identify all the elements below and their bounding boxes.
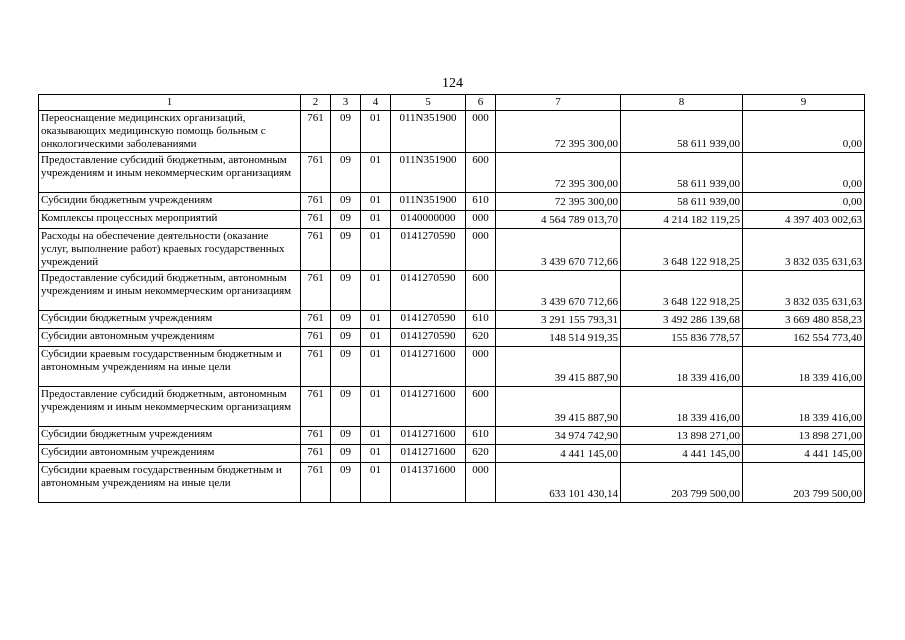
amount-year1-cell: 3 439 670 712,66 — [496, 229, 621, 271]
grbs-code-cell: 761 — [301, 211, 331, 229]
table-row — [39, 311, 865, 329]
section-code-cell: 09 — [331, 271, 361, 311]
column-header-7: 7 — [496, 95, 621, 111]
amount-year2-cell: 13 898 271,00 — [621, 427, 743, 445]
expense-name-cell: Субсидии бюджетным учреждениям — [39, 193, 301, 211]
expense-name-cell: Переоснащение медицинских организаций, оказывающих медицинскую помощь больным с онкологическими заболеваниями — [39, 111, 301, 153]
expense-type-cell: 610 — [466, 193, 496, 211]
subsection-code-cell: 01 — [361, 427, 391, 445]
target-article-cell: 011N351900 — [391, 193, 466, 211]
grbs-code-cell: 761 — [301, 463, 331, 503]
grbs-code-cell: 761 — [301, 193, 331, 211]
section-code-cell: 09 — [331, 445, 361, 463]
section-code-cell: 09 — [331, 153, 361, 193]
amount-year1-cell: 148 514 919,35 — [496, 329, 621, 347]
grbs-code-cell: 761 — [301, 445, 331, 463]
subsection-code-cell: 01 — [361, 445, 391, 463]
amount-year3-cell: 203 799 500,00 — [743, 463, 865, 503]
amount-year3-cell: 13 898 271,00 — [743, 427, 865, 445]
amount-year3-cell: 162 554 773,40 — [743, 329, 865, 347]
amount-year3-cell: 3 832 035 631,63 — [743, 271, 865, 311]
expense-type-cell: 600 — [466, 153, 496, 193]
expense-type-cell: 610 — [466, 311, 496, 329]
subsection-code-cell: 01 — [361, 193, 391, 211]
expense-type-cell: 000 — [466, 463, 496, 503]
amount-year1-cell: 4 564 789 013,70 — [496, 211, 621, 229]
grbs-code-cell: 761 — [301, 387, 331, 427]
subsection-code-cell: 01 — [361, 271, 391, 311]
grbs-code-cell: 761 — [301, 311, 331, 329]
table-row — [39, 387, 865, 427]
section-code-cell: 09 — [331, 193, 361, 211]
subsection-code-cell: 01 — [361, 347, 391, 387]
amount-year2-cell: 3 648 122 918,25 — [621, 271, 743, 311]
subsection-code-cell: 01 — [361, 211, 391, 229]
amount-year3-cell: 0,00 — [743, 153, 865, 193]
column-header-5: 5 — [391, 95, 466, 111]
table-row — [39, 111, 865, 153]
column-header-6: 6 — [466, 95, 496, 111]
column-header-9: 9 — [743, 95, 865, 111]
amount-year1-cell: 72 395 300,00 — [496, 111, 621, 153]
column-header-1: 1 — [39, 95, 301, 111]
grbs-code-cell: 761 — [301, 229, 331, 271]
table-row — [39, 427, 865, 445]
expense-name-cell: Субсидии автономным учреждениям — [39, 329, 301, 347]
expense-name-cell: Расходы на обеспечение деятельности (оказание услуг, выполнение работ) краевых государственных учреждений — [39, 229, 301, 271]
section-code-cell: 09 — [331, 427, 361, 445]
amount-year1-cell: 34 974 742,90 — [496, 427, 621, 445]
expense-type-cell: 620 — [466, 329, 496, 347]
target-article-cell: 0141270590 — [391, 271, 466, 311]
expense-type-cell: 000 — [466, 211, 496, 229]
amount-year1-cell: 4 441 145,00 — [496, 445, 621, 463]
amount-year2-cell: 203 799 500,00 — [621, 463, 743, 503]
target-article-cell: 0141271600 — [391, 445, 466, 463]
expense-name-cell: Субсидии краевым государственным бюджетным и автономным учреждениям на иные цели — [39, 347, 301, 387]
column-header-4: 4 — [361, 95, 391, 111]
grbs-code-cell: 761 — [301, 111, 331, 153]
target-article-cell: 0141271600 — [391, 387, 466, 427]
subsection-code-cell: 01 — [361, 329, 391, 347]
amount-year2-cell: 58 611 939,00 — [621, 193, 743, 211]
subsection-code-cell: 01 — [361, 153, 391, 193]
table-row — [39, 271, 865, 311]
amount-year3-cell: 3 832 035 631,63 — [743, 229, 865, 271]
expense-type-cell: 620 — [466, 445, 496, 463]
section-code-cell: 09 — [331, 329, 361, 347]
section-code-cell: 09 — [331, 111, 361, 153]
amount-year3-cell: 4 441 145,00 — [743, 445, 865, 463]
expense-name-cell: Субсидии бюджетным учреждениям — [39, 427, 301, 445]
column-header-2: 2 — [301, 95, 331, 111]
amount-year3-cell: 3 669 480 858,23 — [743, 311, 865, 329]
amount-year3-cell: 18 339 416,00 — [743, 387, 865, 427]
expense-name-cell: Предоставление субсидий бюджетным, автономным учреждениям и иным некоммерческим организациям — [39, 153, 301, 193]
amount-year1-cell: 72 395 300,00 — [496, 193, 621, 211]
target-article-cell: 0141270590 — [391, 329, 466, 347]
budget-table — [38, 94, 865, 503]
amount-year1-cell: 72 395 300,00 — [496, 153, 621, 193]
subsection-code-cell: 01 — [361, 111, 391, 153]
amount-year2-cell: 3 492 286 139,68 — [621, 311, 743, 329]
expense-type-cell: 000 — [466, 229, 496, 271]
table-row — [39, 347, 865, 387]
amount-year3-cell: 4 397 403 002,63 — [743, 211, 865, 229]
table-row — [39, 211, 865, 229]
subsection-code-cell: 01 — [361, 311, 391, 329]
amount-year2-cell: 4 214 182 119,25 — [621, 211, 743, 229]
expense-type-cell: 600 — [466, 387, 496, 427]
amount-year2-cell: 155 836 778,57 — [621, 329, 743, 347]
amount-year2-cell: 58 611 939,00 — [621, 153, 743, 193]
expense-name-cell: Предоставление субсидий бюджетным, автономным учреждениям и иным некоммерческим организациям — [39, 271, 301, 311]
target-article-cell: 0141271600 — [391, 347, 466, 387]
table-row — [39, 463, 865, 503]
expense-type-cell: 600 — [466, 271, 496, 311]
section-code-cell: 09 — [331, 347, 361, 387]
table-row — [39, 193, 865, 211]
column-header-8: 8 — [621, 95, 743, 111]
section-code-cell: 09 — [331, 311, 361, 329]
expense-name-cell: Субсидии бюджетным учреждениям — [39, 311, 301, 329]
amount-year2-cell: 58 611 939,00 — [621, 111, 743, 153]
section-code-cell: 09 — [331, 463, 361, 503]
amount-year3-cell: 0,00 — [743, 111, 865, 153]
expense-type-cell: 000 — [466, 347, 496, 387]
expense-name-cell: Комплексы процессных мероприятий — [39, 211, 301, 229]
expense-name-cell: Субсидии краевым государственным бюджетным и автономным учреждениям на иные цели — [39, 463, 301, 503]
target-article-cell: 011N351900 — [391, 111, 466, 153]
amount-year2-cell: 18 339 416,00 — [621, 387, 743, 427]
amount-year1-cell: 633 101 430,14 — [496, 463, 621, 503]
amount-year2-cell: 4 441 145,00 — [621, 445, 743, 463]
page-number: 124 — [442, 76, 463, 91]
amount-year3-cell: 18 339 416,00 — [743, 347, 865, 387]
amount-year2-cell: 3 648 122 918,25 — [621, 229, 743, 271]
amount-year3-cell: 0,00 — [743, 193, 865, 211]
table-body — [39, 111, 865, 503]
grbs-code-cell: 761 — [301, 153, 331, 193]
section-code-cell: 09 — [331, 211, 361, 229]
expense-type-cell: 000 — [466, 111, 496, 153]
table-row — [39, 153, 865, 193]
grbs-code-cell: 761 — [301, 329, 331, 347]
section-code-cell: 09 — [331, 387, 361, 427]
table-row — [39, 329, 865, 347]
subsection-code-cell: 01 — [361, 387, 391, 427]
section-code-cell: 09 — [331, 229, 361, 271]
table-header-row — [39, 95, 865, 111]
target-article-cell: 0141371600 — [391, 463, 466, 503]
table-row — [39, 229, 865, 271]
column-header-3: 3 — [331, 95, 361, 111]
amount-year1-cell: 39 415 887,90 — [496, 347, 621, 387]
amount-year1-cell: 39 415 887,90 — [496, 387, 621, 427]
grbs-code-cell: 761 — [301, 427, 331, 445]
expense-name-cell: Субсидии автономным учреждениям — [39, 445, 301, 463]
grbs-code-cell: 761 — [301, 347, 331, 387]
amount-year1-cell: 3 439 670 712,66 — [496, 271, 621, 311]
amount-year1-cell: 3 291 155 793,31 — [496, 311, 621, 329]
target-article-cell: 0141271600 — [391, 427, 466, 445]
expense-type-cell: 610 — [466, 427, 496, 445]
subsection-code-cell: 01 — [361, 463, 391, 503]
grbs-code-cell: 761 — [301, 271, 331, 311]
target-article-cell: 0141270590 — [391, 311, 466, 329]
expense-name-cell: Предоставление субсидий бюджетным, автономным учреждениям и иным некоммерческим организациям — [39, 387, 301, 427]
amount-year2-cell: 18 339 416,00 — [621, 347, 743, 387]
target-article-cell: 011N351900 — [391, 153, 466, 193]
target-article-cell: 0140000000 — [391, 211, 466, 229]
subsection-code-cell: 01 — [361, 229, 391, 271]
target-article-cell: 0141270590 — [391, 229, 466, 271]
table-row — [39, 445, 865, 463]
